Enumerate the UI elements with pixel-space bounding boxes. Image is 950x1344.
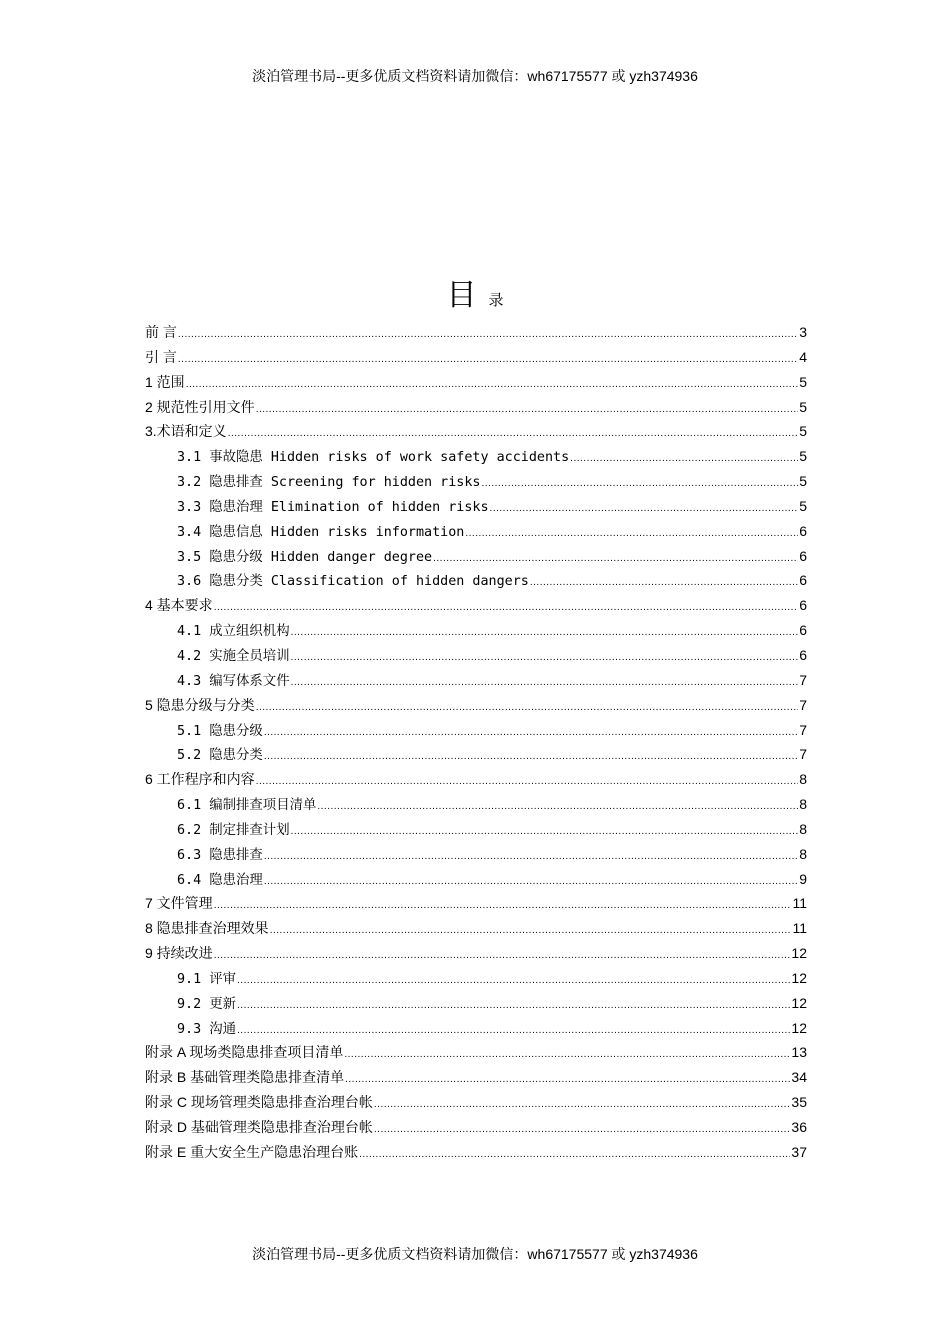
toc-dot-leader xyxy=(359,1143,790,1168)
toc-entry[interactable] xyxy=(145,1140,807,1165)
toc-dot-leader xyxy=(237,969,790,994)
toc-entry-title: 6.3 隐患排查 xyxy=(177,847,263,863)
toc-entry[interactable] xyxy=(145,991,807,1016)
toc-title xyxy=(0,276,950,320)
toc-entry-title: 3.2 隐患排查 Screening for hidden risks xyxy=(177,475,481,491)
toc-entry-page-number: 7 xyxy=(799,696,807,713)
toc-entry-title: 6.2 制定排查计划 xyxy=(177,822,290,838)
toc-dot-leader xyxy=(570,447,798,472)
toc-dot-leader xyxy=(291,646,799,671)
toc-entry-title: 9.2 更新 xyxy=(177,996,237,1012)
toc-dot-leader xyxy=(270,919,792,944)
toc-dot-leader xyxy=(490,497,799,522)
toc-entry-title: 附录 B 基础管理类隐患排查清单 xyxy=(145,1069,345,1086)
toc-entry[interactable] xyxy=(145,444,807,469)
toc-dot-leader xyxy=(345,1068,790,1093)
toc-entry[interactable] xyxy=(145,792,807,817)
toc-entry[interactable] xyxy=(145,395,807,420)
toc-entry-page-number: 13 xyxy=(791,1044,807,1061)
toc-title-sub: 录 xyxy=(488,291,504,309)
toc-dot-leader xyxy=(178,323,798,348)
toc-entry-title: 6.1 编制排查项目清单 xyxy=(177,798,317,814)
toc-entry[interactable] xyxy=(145,469,807,494)
toc-entry-page-number: 6 xyxy=(799,572,807,589)
toc-entry[interactable] xyxy=(145,593,807,618)
toc-entry-page-number: 12 xyxy=(791,994,807,1011)
toc-dot-leader xyxy=(374,1093,791,1118)
toc-entry[interactable] xyxy=(145,370,807,395)
toc-entry-page-number: 35 xyxy=(791,1094,807,1111)
toc-entry[interactable] xyxy=(145,668,807,693)
toc-entry-title: 附录 C 现场管理类隐患排查治理台帐 xyxy=(145,1094,373,1111)
toc-dot-leader xyxy=(465,522,798,547)
toc-entry-title: 9.1 评审 xyxy=(177,971,237,987)
toc-entry-title: 4 基本要求 xyxy=(145,597,213,614)
toc-dot-leader xyxy=(374,1118,791,1143)
toc-dot-leader xyxy=(291,621,799,646)
toc-entry-title: 4.3 编写体系文件 xyxy=(177,673,290,689)
toc-entry-page-number: 36 xyxy=(791,1119,807,1135)
toc-entry-page-number: 11 xyxy=(792,895,807,912)
toc-entry-page-number: 11 xyxy=(792,920,807,937)
toc-entry-title: 3.1 事故隐患 Hidden risks of work safety accidents xyxy=(177,450,570,466)
toc-entry-title: 9.3 沟通 xyxy=(177,1021,237,1037)
toc-dot-leader xyxy=(317,795,798,820)
toc-entry-page-number: 6 xyxy=(799,522,807,539)
toc-entry-title: 6 工作程序和内容 xyxy=(145,771,255,788)
toc-entry[interactable] xyxy=(145,519,807,544)
toc-entry-title: 9 持续改进 xyxy=(145,945,213,962)
toc-entry-title: 4.1 成立组织机构 xyxy=(177,624,290,640)
toc-entry-title: 3.5 隐患分级 Hidden danger degree xyxy=(177,549,433,565)
toc-title-main: 目 xyxy=(446,278,477,313)
toc-entry-page-number: 6 xyxy=(799,597,807,614)
toc-entry[interactable] xyxy=(145,1115,807,1140)
toc-dot-leader xyxy=(256,696,799,721)
toc-dot-leader xyxy=(291,820,799,845)
toc-entry-title: 3.4 隐患信息 Hidden risks information xyxy=(177,524,465,540)
toc-dot-leader xyxy=(264,870,798,895)
toc-dot-leader xyxy=(264,845,798,870)
toc-dot-leader xyxy=(256,770,799,795)
toc-entry-page-number: 5 xyxy=(799,423,807,440)
toc-entry-page-number: 5 xyxy=(799,497,807,514)
toc-entry-title: 7 文件管理 xyxy=(145,895,213,912)
toc-entry-title: 5.2 隐患分类 xyxy=(177,748,263,764)
toc-dot-leader xyxy=(433,547,798,572)
toc-entry[interactable] xyxy=(145,568,807,593)
toc-dot-leader xyxy=(178,348,798,373)
toc-entry-title: 5 隐患分级与分类 xyxy=(145,696,255,713)
toc-entry[interactable] xyxy=(145,419,807,444)
toc-entry-title: 1 范围 xyxy=(145,373,185,390)
toc-dot-leader xyxy=(214,944,791,969)
toc-dot-leader xyxy=(214,596,799,621)
page-footer: 淡泊管理书局--更多优质文档资料请加微信：wh67175577 或 yzh374936 xyxy=(252,1246,698,1262)
toc-entry-page-number: 8 xyxy=(799,845,807,862)
toc-entry-page-number: 6 xyxy=(799,646,807,663)
toc-dot-leader xyxy=(530,571,798,596)
toc-dot-leader xyxy=(344,1043,790,1068)
toc-entry-page-number: 7 xyxy=(799,671,807,688)
toc-entry-title: 8 隐患排查治理效果 xyxy=(145,920,269,937)
toc-entry-page-number: 3 xyxy=(799,324,807,340)
toc-entry[interactable] xyxy=(145,767,807,792)
toc-entry-page-number: 7 xyxy=(799,721,807,738)
toc-entry[interactable] xyxy=(145,966,807,991)
toc-entry[interactable] xyxy=(145,941,807,966)
toc-entry[interactable] xyxy=(145,544,807,569)
toc-entry-title: 引 言 xyxy=(145,348,177,365)
toc-entry-page-number: 8 xyxy=(799,820,807,837)
toc-entry[interactable] xyxy=(145,867,807,892)
toc-entry-page-number: 12 xyxy=(791,945,807,962)
toc-dot-leader xyxy=(264,721,798,746)
toc-entry[interactable] xyxy=(145,718,807,743)
toc-entry-title: 3.3 隐患治理 Elimination of hidden risks xyxy=(177,499,489,515)
toc-entry[interactable] xyxy=(145,1090,807,1115)
toc-entry-page-number: 12 xyxy=(791,1019,807,1036)
toc-entry[interactable] xyxy=(145,842,807,867)
toc-entry-title: 4.2 实施全员培训 xyxy=(177,648,290,664)
toc-entry-page-number: 7 xyxy=(799,746,807,763)
toc-entry[interactable] xyxy=(145,345,807,370)
toc-entry[interactable] xyxy=(145,1040,807,1065)
toc-entry-title: 6.4 隐患治理 xyxy=(177,872,263,888)
toc-dot-leader xyxy=(256,398,799,423)
page-header: 淡泊管理书局--更多优质文档资料请加微信：wh67175577 或 yzh374936 xyxy=(252,68,698,84)
table-of-contents xyxy=(145,320,807,1165)
toc-entry[interactable] xyxy=(145,693,807,718)
toc-entry[interactable] xyxy=(145,916,807,941)
toc-entry-page-number: 8 xyxy=(799,771,807,788)
toc-entry-title: 附录 E 重大安全生产隐患治理台账 xyxy=(145,1143,359,1160)
toc-entry-title: 2 规范性引用文件 xyxy=(145,398,255,415)
toc-entry-page-number: 5 xyxy=(799,373,807,390)
toc-entry[interactable] xyxy=(145,817,807,842)
toc-entry-page-number: 34 xyxy=(791,1069,807,1086)
toc-entry-page-number: 5 xyxy=(799,448,807,465)
toc-entry-page-number: 12 xyxy=(791,969,807,986)
toc-entry-page-number: 5 xyxy=(799,473,807,490)
toc-entry-title: 前 言 xyxy=(145,324,177,340)
toc-dot-leader xyxy=(237,994,790,1019)
toc-entry-title: 3.术语和定义 xyxy=(145,423,227,440)
toc-entry-page-number: 6 xyxy=(799,547,807,564)
toc-entry[interactable] xyxy=(145,1065,807,1090)
toc-dot-leader xyxy=(214,894,792,919)
toc-dot-leader xyxy=(186,373,799,398)
toc-entry-title: 附录 A 现场类隐患排查项目清单 xyxy=(145,1044,344,1061)
toc-entry[interactable] xyxy=(145,320,807,345)
toc-dot-leader xyxy=(481,472,798,497)
toc-entry[interactable] xyxy=(145,643,807,668)
toc-dot-leader xyxy=(291,671,799,696)
toc-entry[interactable] xyxy=(145,742,807,767)
toc-entry[interactable] xyxy=(145,891,807,916)
toc-entry-page-number: 37 xyxy=(791,1143,807,1160)
toc-dot-leader xyxy=(264,745,798,770)
toc-dot-leader xyxy=(228,422,799,447)
toc-entry-title: 5.1 隐患分级 xyxy=(177,723,263,739)
toc-entry[interactable] xyxy=(145,618,807,643)
toc-entry[interactable] xyxy=(145,1016,807,1041)
toc-entry-page-number: 8 xyxy=(799,796,807,813)
toc-entry-page-number: 5 xyxy=(799,398,807,415)
toc-entry[interactable] xyxy=(145,494,807,519)
toc-entry-page-number: 4 xyxy=(799,348,807,365)
toc-entry-page-number: 9 xyxy=(799,870,807,887)
toc-entry-title: 附录 D 基础管理类隐患排查治理台帐 xyxy=(145,1119,373,1135)
toc-entry-title: 3.6 隐患分类 Classification of hidden dangers xyxy=(177,574,529,590)
toc-entry-page-number: 6 xyxy=(799,622,807,639)
